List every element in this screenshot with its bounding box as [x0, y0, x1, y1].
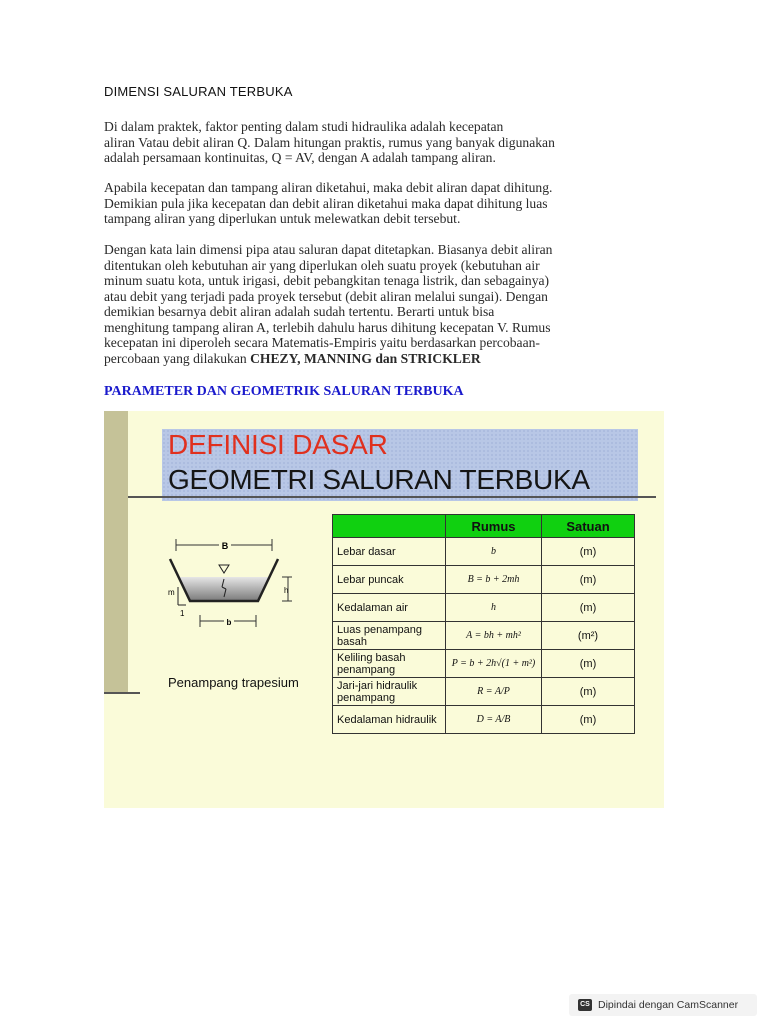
row-formula: B = b + 2mh — [446, 566, 542, 594]
text-line: demikian besarnya debit aliran adalah sudah tertentu. Berarti untuk bisa — [104, 304, 495, 319]
row-unit: (m) — [542, 538, 635, 566]
row-name: Jari-jari hidraulik penampang — [333, 678, 446, 706]
text-line: Dengan kata lain dimensi pipa atau saluran dapat ditetapkan. Biasanya debit aliran — [104, 242, 553, 257]
row-unit: (m) — [542, 678, 635, 706]
row-formula: D = A/B — [446, 706, 542, 734]
researcher-names: CHEZY, MANNING dan STRICKLER — [250, 350, 481, 366]
slide-side-bar — [104, 411, 128, 693]
paragraph-1 — [104, 119, 660, 166]
table-header-cell: Satuan — [542, 515, 635, 538]
table-header-cell — [333, 515, 446, 538]
label-slope-m: m — [168, 588, 175, 597]
page-heading: DIMENSI SALURAN TERBUKA — [104, 84, 293, 99]
label-top-width: B — [221, 541, 229, 551]
table-row — [333, 650, 635, 678]
row-name: Lebar dasar — [333, 538, 446, 566]
text-line: Apabila kecepatan dan tampang aliran diketahui, maka debit aliran dapat dihitung. — [104, 180, 553, 195]
camscanner-watermark — [569, 994, 757, 1016]
text-line-last — [104, 351, 660, 367]
text-line: atau debit yang terjadi pada proyek tersebut (debit aliran melalui sungai). Dengan — [104, 288, 548, 304]
row-name: Keliling basah penampang — [333, 650, 446, 678]
row-formula: R = A/P — [446, 678, 542, 706]
row-unit: (m) — [542, 706, 635, 734]
row-formula: b — [446, 538, 542, 566]
text-line: Demikian pula jika kecepatan dan debit aliran diketahui maka dapat dihitung luas — [104, 195, 548, 211]
slide-image — [104, 411, 664, 808]
slide-title-line1: DEFINISI DASAR — [168, 429, 388, 460]
text-line: tampang aliran yang diperlukan untuk melewatkan debit tersebut. — [104, 211, 461, 226]
text-line: minum suatu kota, untuk irigasi, debit pebangkitan tenaga listrik, dan sebagainya) — [104, 273, 550, 288]
table-row — [333, 678, 635, 706]
table-header-row — [333, 515, 635, 538]
row-formula: P = b + 2h√(1 + m²) — [446, 650, 542, 678]
slide-title-line2: GEOMETRI SALURAN TERBUKA — [168, 464, 590, 495]
row-unit: (m²) — [542, 622, 635, 650]
row-unit: (m) — [542, 650, 635, 678]
row-name: Kedalaman air — [333, 594, 446, 622]
slide-bottom-divider — [104, 692, 140, 694]
watermark-text: Dipindai dengan CamScanner — [598, 999, 739, 1011]
text-line: Di dalam praktek, faktor penting dalam studi hidraulika adalah kecepatan — [104, 119, 504, 134]
row-name: Luas penampang basah — [333, 622, 446, 650]
row-formula: A = bh + mh² — [446, 622, 542, 650]
row-formula: h — [446, 594, 542, 622]
paragraph-2 — [104, 180, 660, 227]
text-line: ditentukan oleh kebutuhan air yang diperlukan oleh suatu proyek (kebutuhan air — [104, 257, 540, 273]
paragraph-3 — [104, 242, 660, 366]
trapezoid-section-diagram — [160, 535, 300, 645]
table-row — [333, 566, 635, 594]
diagram-caption: Penampang trapesium — [168, 675, 299, 690]
slide-divider — [128, 496, 656, 498]
table-row — [333, 622, 635, 650]
row-unit: (m) — [542, 566, 635, 594]
table-header-cell: Rumus — [446, 515, 542, 538]
label-slope-one: 1 — [180, 609, 185, 618]
row-name: Lebar puncak — [333, 566, 446, 594]
definition-table — [332, 514, 635, 734]
text-line: menghitung tampang aliran A, terlebih dahulu harus dihitung kecepatan V. Rumus — [104, 319, 551, 335]
text-line: aliran Vatau debit aliran Q. Dalam hitungan praktis, rumus yang banyak digunakan — [104, 134, 555, 150]
row-unit: (m) — [542, 594, 635, 622]
table-row — [333, 706, 635, 734]
table-row — [333, 594, 635, 622]
text-line-prefix: percobaan yang dilakukan — [104, 350, 251, 366]
text-line: kecepatan ini diperoleh secara Matematis-Empiris yaitu berdasarkan percobaan- — [104, 335, 540, 350]
section-title: PARAMETER DAN GEOMETRIK SALURAN TERBUKA — [104, 384, 464, 399]
row-name: Kedalaman hidraulik — [333, 706, 446, 734]
label-bottom-width: b — [226, 618, 232, 627]
camscanner-logo-icon: CS — [578, 999, 592, 1011]
table-row — [333, 538, 635, 566]
label-depth: h — [284, 586, 289, 595]
text-line: adalah persamaan kontinuitas, Q = AV, dengan A adalah tampang aliran. — [104, 150, 496, 165]
